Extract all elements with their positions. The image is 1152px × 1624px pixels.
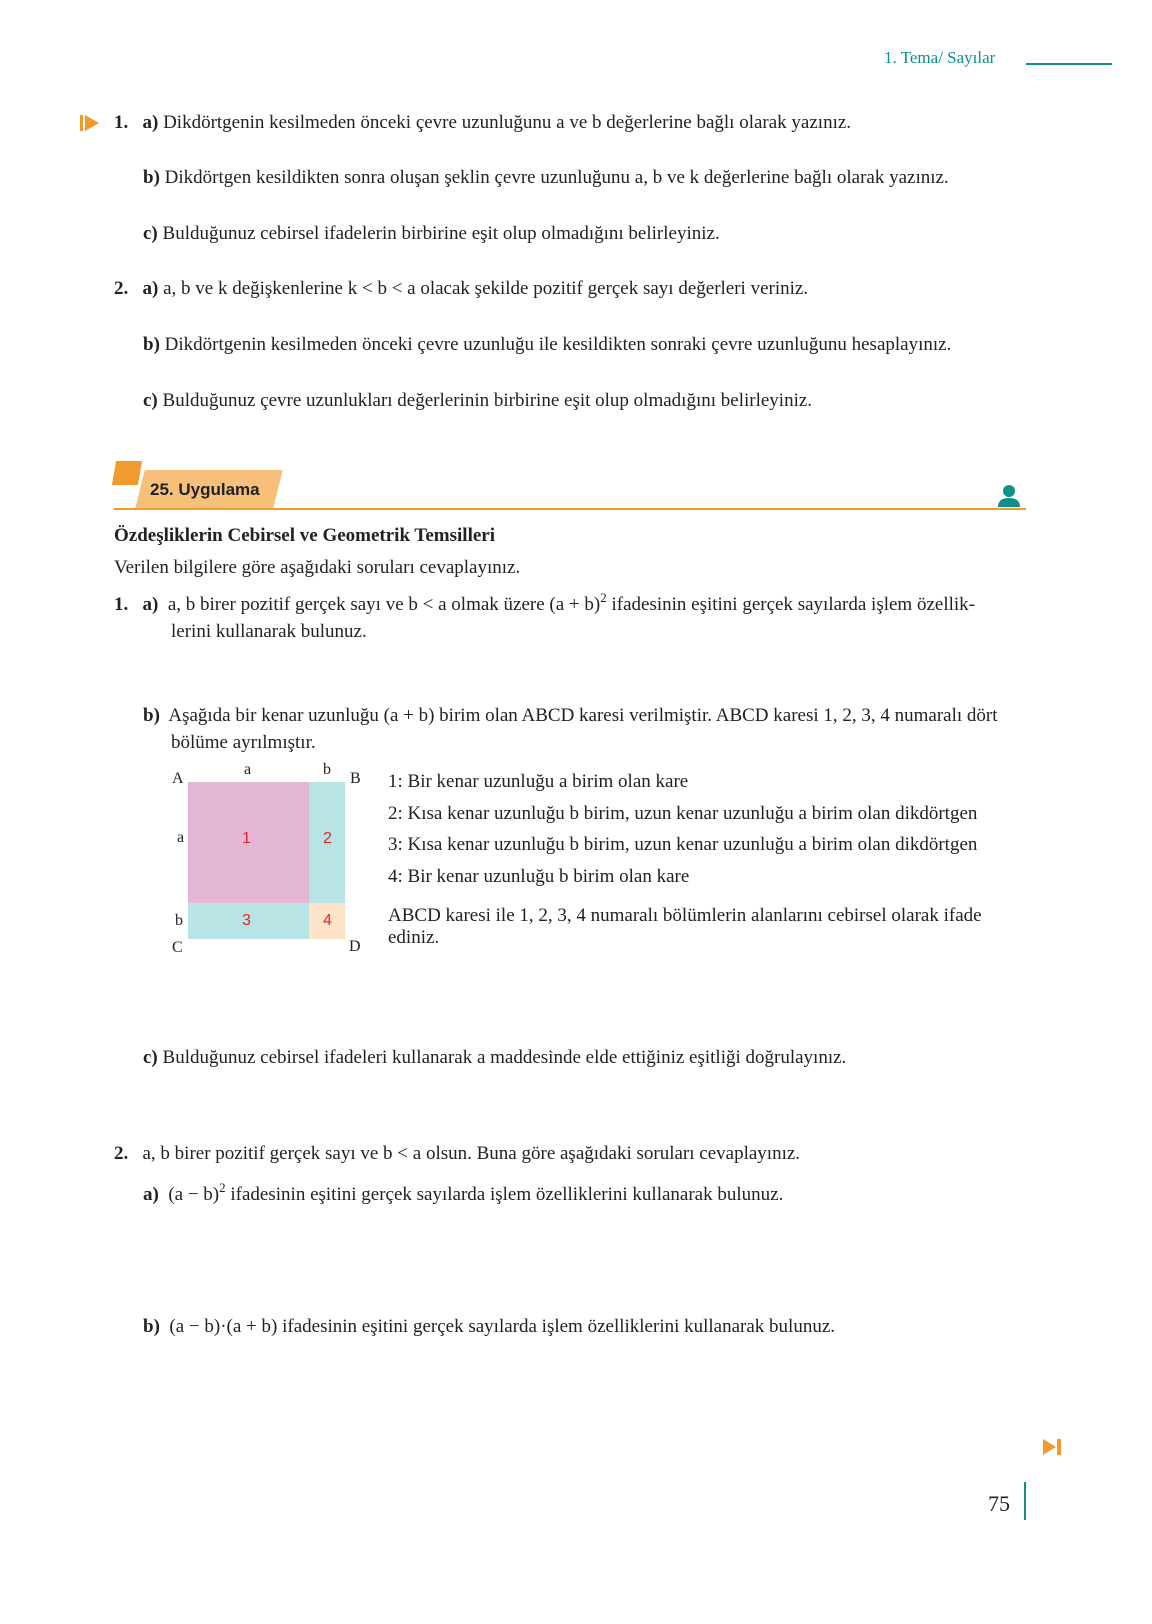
abcd-square-diagram (168, 760, 368, 960)
section-title: Özdeşliklerin Cebirsel ve Geometrik Temsilleri (114, 525, 495, 546)
p1-q1-c-label: c) (143, 223, 158, 244)
p2-q1-a-text2: ifadesinin eşitini gerçek sayılarda işlem özellik- (606, 594, 975, 615)
p2-q2-a-text: ifadesinin eşitini gerçek sayılarda işlem özelliklerini kullanarak bulunuz. (225, 1184, 784, 1205)
play-arrow-icon (80, 114, 100, 132)
p2-q1-a-text3: lerini kullanarak bulunuz. (171, 621, 367, 642)
list-item: 4: Bir kenar uzunluğu b birim olan kare (388, 866, 690, 887)
breadcrumb: 1. Tema/ Sayılar (884, 48, 996, 67)
page-number: 75 (988, 1491, 1010, 1516)
p2-q1-b-text1: Aşağıda bir kenar uzunluğu (a + b) birim olan ABCD karesi verilmiştir. ABCD karesi 1, 2, 3, 4 numaralı dört (168, 705, 998, 726)
p2-q1-number: 1. (114, 594, 129, 615)
p1-q2-b-label: b) (143, 334, 160, 355)
top-label-b: b (323, 761, 331, 778)
p2-q2-a-label: a) (143, 1184, 159, 1205)
p1-q2-b (143, 331, 951, 359)
cell-2-number: 2 (323, 830, 332, 847)
p2-q1-c-text: Bulduğunuz cebirsel ifadeleri kullanarak a maddesinde elde ettiğiniz eşitliği doğrulayınız. (162, 1047, 847, 1068)
p2-q2-intro (114, 1140, 800, 1168)
person-icon (997, 484, 1021, 508)
p1-q1-a-label: a) (142, 112, 159, 133)
cell-4-number: 4 (323, 912, 332, 929)
p2-q2-a-exponent: 2 (219, 1180, 226, 1195)
p2-q1-c-label: c) (143, 1047, 158, 1068)
p2-q2-intro-text: a, b birer pozitif gerçek sayı ve b < a olsun. Buna göre aşağıdaki soruları cevaplayınız. (142, 1143, 801, 1164)
p2-q2-a-expr: (a − b) (168, 1184, 220, 1205)
p1-q2-b-text: Dikdörtgenin kesilmeden önceki çevre uzunluğu ile kesildikten sonraki çevre uzunluğunu hesaplayınız. (164, 334, 952, 355)
p1-q1-a (114, 109, 851, 137)
section-label: 25. Uygulama (150, 480, 260, 499)
p1-q1-c (143, 220, 720, 248)
p1-q1-b (143, 164, 949, 192)
p2-q2-b-expr: (a − b)·(a + b) (169, 1316, 278, 1337)
p1-q1-c-text: Bulduğunuz cebirsel ifadelerin birbirine eşit olup olmadığını belirleyiniz. (162, 223, 720, 244)
section-rule (114, 508, 1026, 510)
side-label-a: a (177, 829, 185, 846)
p2-q2-b-text: ifadesinin eşitini gerçek sayılarda işlem özelliklerini kullanarak bulunuz. (277, 1316, 836, 1337)
p2-q2-b-label: b) (143, 1316, 160, 1337)
instruction-line-1: ABCD karesi ile 1, 2, 3, 4 numaralı bölümlerin alanlarını cebirsel olarak ifade (388, 905, 982, 926)
p1-q2-a-label: a) (142, 278, 159, 299)
list-item: 2: Kısa kenar uzunluğu b birim, uzun kenar uzunluğu a birim olan dikdörtgen (388, 803, 978, 824)
corner-a-label: A (172, 770, 184, 787)
p1-q2-a (114, 275, 808, 303)
skip-next-icon[interactable] (1042, 1438, 1062, 1456)
p2-q1-b-text2: bölüme ayrılmıştır. (171, 732, 316, 753)
p1-q2-c-text: Bulduğunuz çevre uzunlukları değerlerinin birbirine eşit olup olmadığını belirleyiniz. (162, 390, 813, 411)
corner-d-label: D (349, 938, 361, 955)
header-rule (1026, 63, 1112, 65)
p2-q2-a (143, 1181, 783, 1210)
corner-b-label: B (350, 770, 361, 787)
p2-q1-a-exponent: 2 (600, 590, 607, 605)
p2-q1-a-label: a) (142, 594, 159, 615)
p2-q1-a (114, 591, 975, 620)
corner-c-label: C (172, 939, 183, 956)
section-marker (112, 461, 142, 485)
p2-q1-b-label: b) (143, 705, 160, 726)
list-item: 1: Bir kenar uzunluğu a birim olan kare (388, 771, 689, 792)
p1-q2-c-label: c) (143, 390, 158, 411)
instruction-line-2: ediniz. (388, 927, 440, 948)
p1-q2-a-text: a, b ve k değişkenlerine k < b < a olacak şekilde pozitif gerçek sayı değerleri veriniz. (163, 278, 809, 299)
p2-q1-c (143, 1044, 846, 1072)
side-label-b: b (175, 912, 183, 929)
cell-1-number: 1 (242, 830, 251, 847)
page-number-rule (1024, 1482, 1026, 1520)
section-intro: Verilen bilgilere göre aşağıdaki soruları cevaplayınız. (114, 557, 521, 578)
p1-q1-number: 1. (114, 112, 129, 133)
p1-q2-number: 2. (114, 278, 129, 299)
p2-q2-b (143, 1313, 835, 1341)
p1-q2-c (143, 387, 812, 415)
top-label-a: a (244, 761, 252, 778)
list-item: 3: Kısa kenar uzunluğu b birim, uzun kenar uzunluğu a birim olan dikdörtgen (388, 834, 978, 855)
p1-q1-a-text: Dikdörtgenin kesilmeden önceki çevre uzunluğunu a ve b değerlerine bağlı olarak yazınız. (163, 112, 852, 133)
p1-q1-b-label: b) (143, 167, 160, 188)
p2-q2-number: 2. (114, 1143, 129, 1164)
p1-q1-b-text: Dikdörtgen kesildikten sonra oluşan şeklin çevre uzunluğunu a, b ve k değerlerine bağlı olarak yazınız. (164, 167, 949, 188)
p2-q1-a-text1: a, b birer pozitif gerçek sayı ve b < a olmak üzere (a + b) (167, 594, 601, 615)
cell-3-number: 3 (242, 912, 251, 929)
p2-q1-b (143, 702, 998, 730)
